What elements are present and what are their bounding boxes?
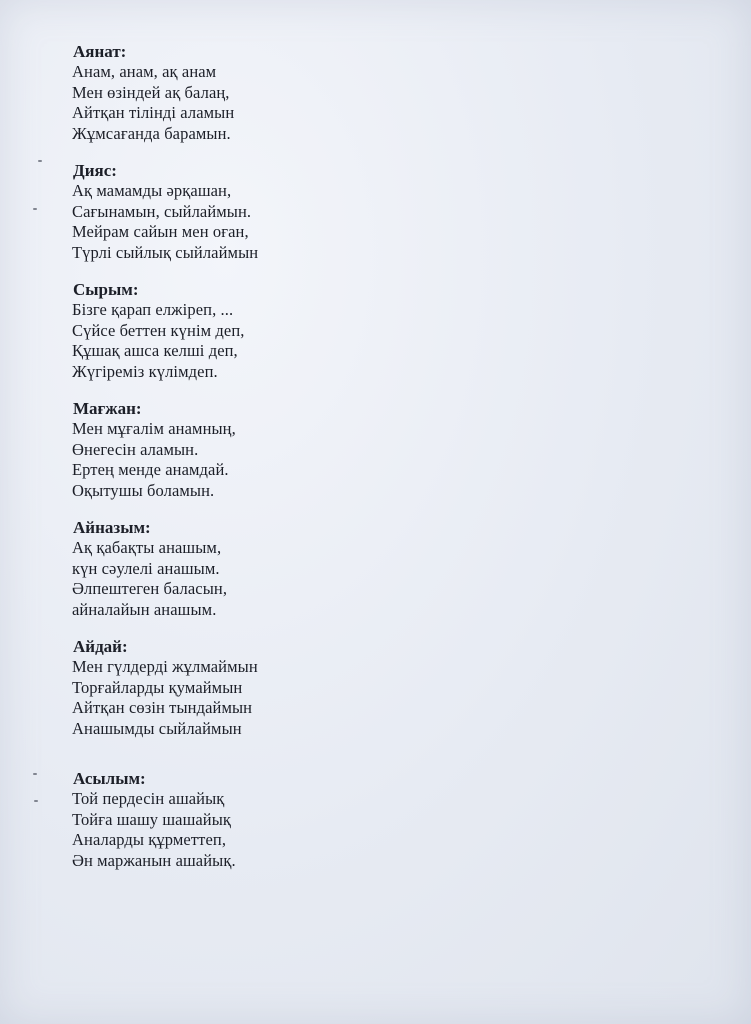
verse-line: Сүйсе беттен күнім деп, <box>72 320 245 340</box>
speaker-name: Сырым: <box>73 280 139 299</box>
verse-line: Ән маржанын ашайық. <box>72 850 236 870</box>
verse-line: Айтқан тілінді аламын <box>72 103 235 122</box>
paper-speck <box>38 160 42 162</box>
verse-line: Жүгіреміз күлімдеп. <box>72 361 218 381</box>
speaker-name: Дияс: <box>73 161 117 180</box>
verse-line: Әлпештеген баласын, <box>72 579 228 598</box>
verse-line: Оқытушы боламын. <box>72 480 215 500</box>
verse-line: Өнегесін аламын. <box>72 439 199 459</box>
poem-body <box>72 42 392 888</box>
stanza-magzhan <box>72 399 392 501</box>
stanza-syrym <box>72 280 392 382</box>
verse-line: Ақ қабақты анашым, <box>72 538 222 557</box>
paper-speck <box>33 208 37 210</box>
verse-line: Анашымды сыйлаймын <box>72 718 242 738</box>
verse-line: Айтқан сөзін тындаймын <box>72 698 253 717</box>
stanza-diyas <box>72 161 392 263</box>
verse-line: Аналарды құрметтеп, <box>72 830 227 849</box>
verse-line: Бізге қарап елжіреп, ... <box>72 300 234 319</box>
verse-line: айналайын анашым. <box>72 599 217 619</box>
verse-line: Мейрам сайын мен оған, <box>72 222 249 241</box>
verse-line: Мен мұғалім анамның, <box>72 419 236 438</box>
verse-line: Тойға шашу шашайық <box>72 809 232 829</box>
speaker-name: Мағжан: <box>73 399 142 418</box>
stanza-ayanat <box>72 42 392 144</box>
verse-line: күн сәулелі анашым. <box>72 558 220 578</box>
stanza-ainazym <box>72 518 392 620</box>
speaker-name: Айдай: <box>73 637 128 656</box>
speaker-name: Аянат: <box>73 42 127 61</box>
verse-line: Сағынамын, сыйлаймын. <box>72 201 252 221</box>
verse-line: Той пердесін ашайық <box>72 789 225 808</box>
speaker-name: Айназым: <box>73 518 151 537</box>
stanza-aidai <box>72 637 392 739</box>
speaker-name: Асылым: <box>73 769 146 788</box>
verse-line: Торғайларды қумаймын <box>72 677 243 697</box>
verse-line: Жұмсағанда барамын. <box>72 123 231 143</box>
verse-line: Анам, анам, ақ анам <box>72 62 217 81</box>
verse-line: Түрлі сыйлық сыйлаймын <box>72 242 259 262</box>
paper-speck <box>34 800 38 802</box>
verse-line: Құшақ ашса келші деп, <box>72 341 238 360</box>
stanza-asylym <box>72 769 392 871</box>
verse-line: Ақ мамамды әрқашан, <box>72 181 232 200</box>
paper-speck <box>33 773 37 775</box>
verse-line: Мен өзіндей ақ балаң, <box>72 82 230 102</box>
verse-line: Мен гүлдерді жұлмаймын <box>72 657 258 676</box>
verse-line: Ертең менде анамдай. <box>72 460 229 479</box>
